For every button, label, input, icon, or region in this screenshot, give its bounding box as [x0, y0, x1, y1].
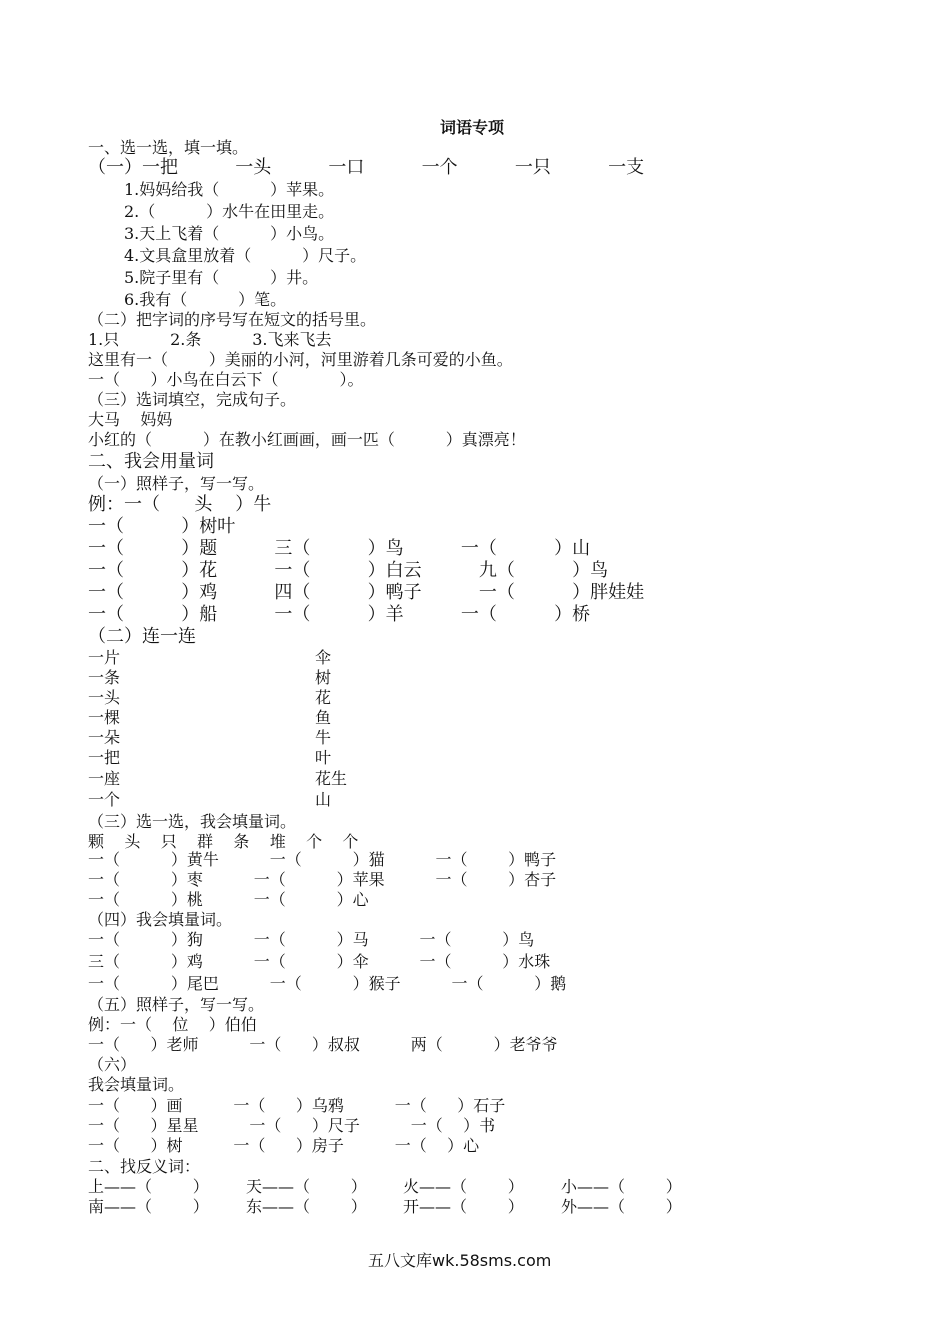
worksheet-line: 天——（ ） — [246, 1177, 367, 1196]
worksheet-line: 小——（ ） — [561, 1177, 682, 1196]
worksheet-line: 二、找反义词： — [88, 1157, 201, 1176]
worksheet-line: （一）一把 一头 一口 一个 一只 一支 — [88, 157, 645, 178]
worksheet-line: 开——（ ） — [403, 1197, 524, 1216]
worksheet-line: （二）把字词的序号写在短文的括号里。 — [88, 310, 377, 329]
worksheet-line: 3.天上飞着（ ）小鸟。 — [124, 224, 335, 243]
worksheet-line: 4.文具盒里放着（ ）尺子。 — [124, 246, 367, 265]
worksheet-line: 大马 妈妈 — [88, 410, 173, 429]
match-right-item: 伞 — [315, 648, 332, 667]
worksheet-line: （三）选一选，我会填量词。 — [88, 812, 297, 831]
page-title: 词语专项 — [440, 118, 505, 137]
worksheet-line: 我会填量词。 — [88, 1075, 185, 1094]
match-left-item: 一棵 — [88, 708, 121, 727]
worksheet-line: （四）我会填量词。 — [88, 910, 233, 929]
worksheet-line: 一（ ）尾巴 一（ ）猴子 一（ ）鹅 — [88, 974, 567, 993]
worksheet-line: 一（ ）花 一（ ）白云 九（ ）鸟 — [88, 560, 609, 581]
worksheet-line: （五）照样子，写一写。 — [88, 995, 265, 1014]
match-right-item: 鱼 — [315, 708, 332, 727]
match-right-item: 花 — [315, 688, 332, 707]
worksheet-line: 5.院子里有（ ）井。 — [124, 268, 319, 287]
worksheet-line: 这里有一（ ）美丽的小河，河里游着几条可爱的小鱼。 — [88, 350, 513, 369]
worksheet-line: 一（ ）狗 一（ ）马 一（ ）鸟 — [88, 930, 535, 949]
worksheet-line: 三（ ）鸡 一（ ）伞 一（ ）水珠 — [88, 952, 551, 971]
worksheet-line: 一（ ）画 一（ ）乌鸦 一（ ）石子 — [88, 1096, 506, 1115]
worksheet-line: 一（ ）黄牛 一（ ）猫 一（ ）鸭子 — [88, 850, 557, 869]
footer-watermark: 五八文库wk.58sms.com — [368, 1251, 552, 1270]
worksheet-line: 东——（ ） — [246, 1197, 367, 1216]
worksheet-line: 二、我会用量词 — [88, 451, 214, 472]
worksheet-line: （三）选词填空，完成句子。 — [88, 390, 297, 409]
worksheet-line: 外——（ ） — [561, 1197, 682, 1216]
match-left-item: 一条 — [88, 668, 121, 687]
worksheet-line: 1.妈妈给我（ ）苹果。 — [124, 180, 335, 199]
worksheet-line: 上——（ ） — [88, 1177, 209, 1196]
match-left-item: 一片 — [88, 648, 121, 667]
match-right-item: 叶 — [315, 748, 332, 767]
match-right-item: 树 — [315, 668, 332, 687]
match-left-item: 一把 — [88, 748, 121, 767]
worksheet-line: 2.（ ）水牛在田里走。 — [124, 202, 335, 221]
worksheet-line: 一（ ）桃 一（ ）心 — [88, 890, 369, 909]
worksheet-line: 一（ ）船 一（ ）羊 一（ ）桥 — [88, 604, 591, 625]
worksheet-line: 一（ ）小鸟在白云下（ ）。 — [88, 370, 364, 389]
worksheet-line: 一（ ）树叶 — [88, 516, 236, 537]
worksheet-line: （二）连一连 — [88, 626, 196, 647]
worksheet-line: 颗 头 只 群 条 堆 个 个 — [88, 832, 359, 851]
worksheet-line: 一（ ）树 一（ ）房子 一（ ）心 — [88, 1136, 480, 1155]
worksheet-line: 6.我有（ ）笔。 — [124, 290, 287, 309]
worksheet-line: 南——（ ） — [88, 1197, 209, 1216]
worksheet-line: 一（ ）鸡 四（ ）鸭子 一（ ）胖娃娃 — [88, 582, 645, 603]
match-right-item: 牛 — [315, 728, 332, 747]
match-left-item: 一座 — [88, 769, 121, 788]
worksheet-line: 一（ ）星星 一（ ）尺子 一（ ）书 — [88, 1116, 496, 1135]
match-right-item: 花生 — [315, 769, 348, 788]
match-left-item: 一头 — [88, 688, 121, 707]
worksheet-line: 一（ ）老师 一（ ）叔叔 两（ ）老爷爷 — [88, 1035, 558, 1054]
worksheet-line: 火——（ ） — [403, 1177, 524, 1196]
worksheet-line: 例：一（ 头 ）牛 — [88, 494, 272, 515]
match-right-item: 山 — [315, 790, 332, 809]
match-left-item: 一朵 — [88, 728, 121, 747]
worksheet-line: 一（ ）枣 一（ ）苹果 一（ ）杏子 — [88, 870, 557, 889]
worksheet-line: （一）照样子，写一写。 — [88, 474, 265, 493]
worksheet-line: 例：一（ 位 ）伯伯 — [88, 1015, 257, 1034]
worksheet-line: 1.只 2.条 3.飞来飞去 — [88, 330, 332, 349]
worksheet-line: 一（ ）题 三（ ）鸟 一（ ）山 — [88, 538, 591, 559]
worksheet-line: 小红的（ ）在教小红画画，画一匹（ ）真漂亮！ — [88, 430, 526, 449]
match-left-item: 一个 — [88, 790, 121, 809]
worksheet-line: （六） — [88, 1055, 137, 1074]
worksheet-line: 一、选一选，填一填。 — [88, 138, 249, 157]
